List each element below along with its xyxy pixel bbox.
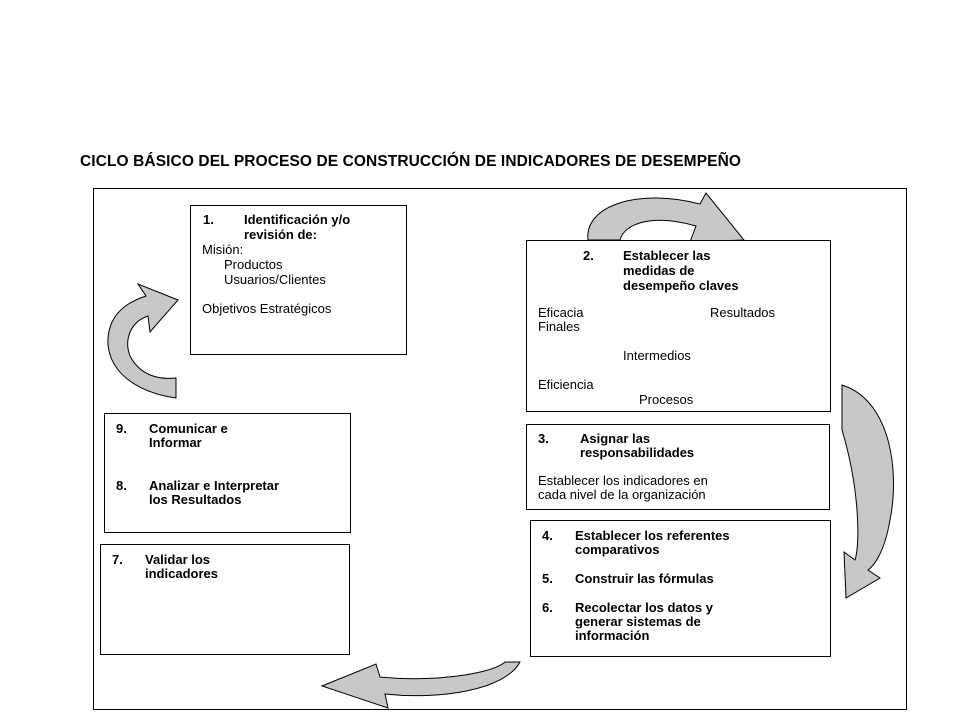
step-8-number: 8. [116,478,127,493]
step-4-line2: comparativos [575,542,660,557]
step-1-box [190,205,407,355]
step-9-line2: Informar [149,435,202,450]
step-8-line1: Analizar e Interpretar [149,478,280,493]
step-9-8-box [104,413,351,533]
step-1-productos: Productos [224,257,283,272]
step-2-eficiencia: Eficiencia [538,377,594,392]
step-4-line1: Establecer los referentes [575,528,730,543]
step-3-box [526,424,830,510]
step-2-heading-line2: medidas de [623,263,695,278]
diagram-title: CICLO BÁSICO DEL PROCESO DE CONSTRUCCIÓN DE INDICADORES DE DESEMPEÑO [80,153,742,170]
step-2-heading-line3: desempeño claves [623,278,739,293]
step-6-line3: información [575,628,650,643]
step-2-intermedios: Intermedios [623,348,691,363]
step-4-number: 4. [542,528,553,543]
step-7-number: 7. [112,552,123,567]
step-8-line2: los Resultados [149,492,242,507]
step-1-usuarios: Usuarios/Clientes [224,272,326,287]
step-3-number: 3. [538,431,549,446]
step-2-number: 2. [583,248,594,263]
step-1-heading-line2: revisión de: [244,227,317,242]
step-5-number: 5. [542,571,553,586]
step-1-number: 1. [203,212,214,227]
step-4-6-box [530,520,831,657]
curved-arrow-bottom-icon [322,662,520,708]
step-1-heading-line1: Identificación y/o [244,212,351,227]
step-2-eficacia: Eficacia [538,305,584,320]
step-3-heading-line1: Asignar las [580,431,651,446]
step-6-line1: Recolectar los datos y [575,600,713,615]
step-7-line1: Validar los [145,552,211,567]
step-1-objetivos: Objetivos Estratégicos [202,301,332,316]
step-1-mision: Misión: [202,242,244,257]
step-3-body-line1: Establecer los indicadores en [538,473,708,488]
step-2-heading-line1: Establecer las [623,248,711,263]
step-2-resultados: Resultados [710,305,776,320]
step-7-line2: indicadores [145,566,218,581]
curved-arrow-right-icon [842,385,894,598]
step-2-box [526,240,831,412]
step-7-box [100,544,350,655]
step-6-number: 6. [542,600,553,615]
step-2-finales: Finales [538,319,580,334]
step-9-line1: Comunicar e [149,421,228,436]
step-9-number: 9. [116,421,127,436]
step-3-heading-line2: responsabilidades [580,445,695,460]
step-6-line2: generar sistemas de [575,614,701,629]
step-2-procesos: Procesos [639,392,694,407]
curved-arrow-left-icon [108,284,178,398]
curved-arrow-top-icon [588,193,744,242]
step-3-body-line2: cada nivel de la organización [538,487,706,502]
step-5-line1: Construir las fórmulas [575,571,714,586]
